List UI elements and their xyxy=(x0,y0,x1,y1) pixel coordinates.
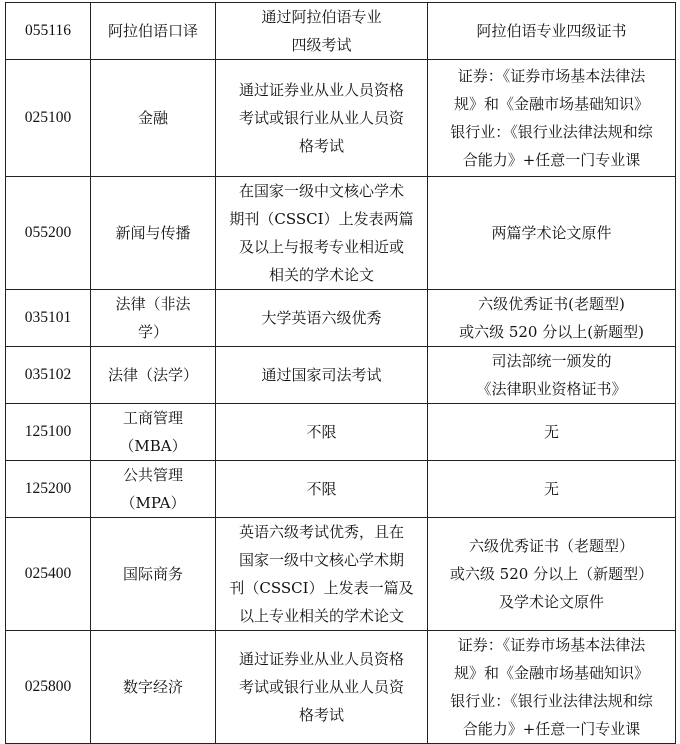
cell-text-line: 法律（非法 xyxy=(115,295,191,313)
cell-text-line: 不限 xyxy=(306,423,337,441)
required-material-cell xyxy=(428,177,676,290)
requirements-table xyxy=(5,2,676,744)
major-name-cell xyxy=(91,631,216,744)
cell-text-line: 格考试 xyxy=(298,706,344,724)
cell-text-line: 《法律职业资格证书》 xyxy=(476,380,627,398)
exam-condition-cell xyxy=(216,177,428,290)
cell-text-line: 期刊（CSSCI）上发表两篇 xyxy=(229,210,414,228)
cell-text-line: 两篇学术论文原件 xyxy=(491,224,612,242)
cell-text-line: 以上专业相关的学术论文 xyxy=(238,607,404,625)
major-code-cell: 125200 xyxy=(6,461,91,518)
cell-text-line: 六级优秀证书(老题型) xyxy=(478,295,625,313)
major-code-cell: 055116 xyxy=(6,3,91,60)
table-body xyxy=(6,3,676,744)
major-code-cell: 025400 xyxy=(6,518,91,631)
required-material-cell xyxy=(428,518,676,631)
cell-text-line: 通过证券业从业人员资格 xyxy=(238,650,404,668)
cell-text-line: 规》和《金融市场基础知识》 xyxy=(453,664,649,682)
table-row xyxy=(6,60,676,177)
table-row xyxy=(6,518,676,631)
cell-text-line: 数字经济 xyxy=(122,678,183,696)
table-row xyxy=(6,3,676,60)
cell-text-line: 及以上与报考专业相近或 xyxy=(238,238,404,256)
cell-text-line: 通过国家司法考试 xyxy=(261,366,382,384)
cell-text-line: 合能力》+任意一门专业课 xyxy=(462,720,641,738)
cell-text-line: 考试或银行业从业人员资 xyxy=(238,678,404,696)
major-name-cell xyxy=(91,404,216,461)
cell-text-line: （MBA） xyxy=(119,437,187,455)
major-code-cell: 035101 xyxy=(6,290,91,347)
cell-text-line: 在国家一级中文核心学术 xyxy=(238,182,404,200)
cell-text-line: 阿拉伯语口译 xyxy=(107,22,198,40)
cell-text-line: （MPA） xyxy=(120,494,186,512)
cell-text-line: 格考试 xyxy=(298,137,344,155)
cell-text-line: 通过证券业从业人员资格 xyxy=(238,81,404,99)
major-code-cell: 025800 xyxy=(6,631,91,744)
table-row xyxy=(6,290,676,347)
cell-text-line: 公共管理 xyxy=(122,466,183,484)
cell-text-line: 新闻与传播 xyxy=(115,224,191,242)
exam-condition-cell xyxy=(216,347,428,404)
cell-text-line: 六级优秀证书（老题型） xyxy=(468,537,634,555)
cell-text-line: 通过阿拉伯语专业 xyxy=(261,8,382,26)
cell-text-line: 四级考试 xyxy=(291,36,352,54)
cell-text-line: 工商管理 xyxy=(122,409,183,427)
table-row xyxy=(6,177,676,290)
major-name-cell xyxy=(91,518,216,631)
cell-text-line: 无 xyxy=(543,423,559,441)
cell-text-line: 刊（CSSCI）上发表一篇及 xyxy=(229,579,414,597)
required-material-cell xyxy=(428,404,676,461)
major-name-cell xyxy=(91,347,216,404)
cell-text-line: 或六级 520 分以上（新题型） xyxy=(449,565,654,583)
cell-text-line: 学） xyxy=(137,323,168,341)
cell-text-line: 阿拉伯语专业四级证书 xyxy=(476,22,627,40)
exam-condition-cell xyxy=(216,290,428,347)
major-name-cell xyxy=(91,461,216,518)
cell-text-line: 国家一级中文核心学术期 xyxy=(238,551,404,569)
exam-condition-cell xyxy=(216,518,428,631)
cell-text-line: 英语六级考试优秀，且在 xyxy=(238,523,404,541)
required-material-cell xyxy=(428,290,676,347)
cell-text-line: 证券：《证券市场基本法律法 xyxy=(457,636,646,654)
exam-condition-cell xyxy=(216,461,428,518)
required-material-cell xyxy=(428,631,676,744)
table-row xyxy=(6,404,676,461)
major-code-cell: 035102 xyxy=(6,347,91,404)
exam-condition-cell xyxy=(216,60,428,177)
required-material-cell xyxy=(428,461,676,518)
major-name-cell xyxy=(91,60,216,177)
cell-text-line: 法律（法学） xyxy=(107,366,198,384)
cell-text-line: 相关的学术论文 xyxy=(268,266,374,284)
cell-text-line: 银行业：《银行业法律法规和综 xyxy=(450,692,653,710)
cell-text-line: 国际商务 xyxy=(122,565,183,583)
exam-condition-cell xyxy=(216,3,428,60)
cell-text-line: 证券：《证券市场基本法律法 xyxy=(457,67,646,85)
major-code-cell: 125100 xyxy=(6,404,91,461)
cell-text-line: 无 xyxy=(543,480,559,498)
exam-condition-cell xyxy=(216,404,428,461)
major-name-cell xyxy=(91,290,216,347)
cell-text-line: 金融 xyxy=(137,109,168,127)
major-name-cell xyxy=(91,177,216,290)
cell-text-line: 大学英语六级优秀 xyxy=(261,309,382,327)
cell-text-line: 不限 xyxy=(306,480,337,498)
cell-text-line: 或六级 520 分以上(新题型) xyxy=(459,323,644,341)
cell-text-line: 银行业：《银行业法律法规和综 xyxy=(450,123,653,141)
cell-text-line: 考试或银行业从业人员资 xyxy=(238,109,404,127)
cell-text-line: 合能力》+任意一门专业课 xyxy=(462,151,641,169)
table-row xyxy=(6,631,676,744)
required-material-cell xyxy=(428,347,676,404)
table-row xyxy=(6,461,676,518)
required-material-cell xyxy=(428,3,676,60)
required-material-cell xyxy=(428,60,676,177)
cell-text-line: 规》和《金融市场基础知识》 xyxy=(453,95,649,113)
major-code-cell: 025100 xyxy=(6,60,91,177)
table-row xyxy=(6,347,676,404)
cell-text-line: 及学术论文原件 xyxy=(498,593,604,611)
major-code-cell: 055200 xyxy=(6,177,91,290)
major-name-cell xyxy=(91,3,216,60)
cell-text-line: 司法部统一颁发的 xyxy=(491,352,612,370)
exam-condition-cell xyxy=(216,631,428,744)
